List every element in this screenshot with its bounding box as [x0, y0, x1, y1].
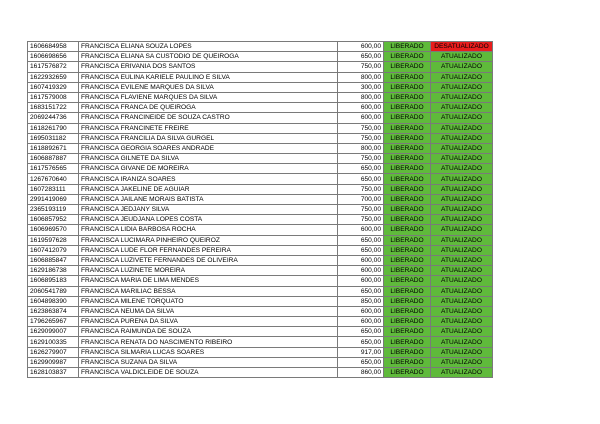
id-cell[interactable]: 2365193119: [28, 205, 79, 215]
id-cell[interactable]: 1796265967: [28, 317, 79, 327]
table-row: [28, 266, 493, 276]
name-cell[interactable]: FRANCISCA MILENE TORQUATO: [79, 296, 338, 306]
status-cell[interactable]: LIBERADO: [384, 92, 431, 102]
update-cell[interactable]: ATUALIZADO: [431, 194, 493, 204]
id-cell[interactable]: 1606698656: [28, 52, 79, 62]
id-cell[interactable]: 1618892671: [28, 143, 79, 153]
value-cell[interactable]: 750,00: [338, 133, 384, 143]
id-cell[interactable]: 1606885847: [28, 255, 79, 265]
name-cell[interactable]: FRANCISCA JAKELINE DE AGUIAR: [79, 184, 338, 194]
name-cell[interactable]: FRANCISCA SILMARIA LUCAS SOARES: [79, 347, 338, 357]
update-cell[interactable]: DESATUALIZADO: [431, 42, 493, 52]
update-cell[interactable]: ATUALIZADO: [431, 215, 493, 225]
update-cell[interactable]: ATUALIZADO: [431, 154, 493, 164]
name-cell[interactable]: FRANCISCA LUZINETE MOREIRA: [79, 266, 338, 276]
name-cell[interactable]: FRANCISCA FRANCINEIDE DE SOUZA CASTRO: [79, 113, 338, 123]
update-cell[interactable]: ATUALIZADO: [431, 143, 493, 153]
table-row: [28, 92, 493, 102]
table-row: [28, 347, 493, 357]
table-row: [28, 103, 493, 113]
table-row: [28, 276, 493, 286]
id-cell[interactable]: 1607412079: [28, 245, 79, 255]
table-row: [28, 82, 493, 92]
value-cell[interactable]: 600,00: [338, 103, 384, 113]
update-cell[interactable]: ATUALIZADO: [431, 276, 493, 286]
id-cell[interactable]: 1622932659: [28, 72, 79, 82]
value-cell[interactable]: 600,00: [338, 42, 384, 52]
name-cell[interactable]: FRANCISCA EVILENE MARQUES DA SILVA: [79, 82, 338, 92]
update-cell[interactable]: ATUALIZADO: [431, 82, 493, 92]
name-cell[interactable]: FRANCISCA NEUMA DA SILVA: [79, 306, 338, 316]
table-row: [28, 72, 493, 82]
status-cell[interactable]: LIBERADO: [384, 235, 431, 245]
id-cell[interactable]: 1618261790: [28, 123, 79, 133]
value-cell[interactable]: 600,00: [338, 306, 384, 316]
name-cell[interactable]: FRANCISCA SUZANA DA SILVA: [79, 357, 338, 367]
value-cell[interactable]: 600,00: [338, 317, 384, 327]
table-row: [28, 255, 493, 265]
status-cell[interactable]: LIBERADO: [384, 123, 431, 133]
update-cell[interactable]: ATUALIZADO: [431, 368, 493, 378]
spreadsheet-table: [27, 41, 493, 378]
update-cell[interactable]: ATUALIZADO: [431, 357, 493, 367]
update-cell[interactable]: ATUALIZADO: [431, 92, 493, 102]
update-cell[interactable]: ATUALIZADO: [431, 245, 493, 255]
id-cell[interactable]: 1628103837: [28, 368, 79, 378]
update-cell[interactable]: ATUALIZADO: [431, 255, 493, 265]
status-cell[interactable]: LIBERADO: [384, 347, 431, 357]
id-cell[interactable]: 1606969570: [28, 225, 79, 235]
name-cell[interactable]: FRANCISCA MARIA DE LIMA MENDES: [79, 276, 338, 286]
table-row: [28, 62, 493, 72]
update-cell[interactable]: ATUALIZADO: [431, 133, 493, 143]
value-cell[interactable]: 750,00: [338, 123, 384, 133]
name-cell[interactable]: FRANCISCA EULINA KARIELE PAULINO E SILVA: [79, 72, 338, 82]
status-cell[interactable]: LIBERADO: [384, 368, 431, 378]
update-cell[interactable]: ATUALIZADO: [431, 225, 493, 235]
name-cell[interactable]: FRANCISCA GILNETE DA SILVA: [79, 154, 338, 164]
name-cell[interactable]: FRANCISCA IRANIZA SOARES: [79, 174, 338, 184]
update-cell[interactable]: ATUALIZADO: [431, 327, 493, 337]
status-cell[interactable]: LIBERADO: [384, 245, 431, 255]
id-cell[interactable]: 1607419329: [28, 82, 79, 92]
status-cell[interactable]: LIBERADO: [384, 337, 431, 347]
id-cell[interactable]: 1606684958: [28, 42, 79, 52]
name-cell[interactable]: FRANCISCA ELIANA SA CUSTODIO DE QUEIROGA: [79, 52, 338, 62]
value-cell[interactable]: 650,00: [338, 327, 384, 337]
table-row: [28, 235, 493, 245]
id-cell[interactable]: 1267670640: [28, 174, 79, 184]
status-cell[interactable]: LIBERADO: [384, 133, 431, 143]
value-cell[interactable]: 300,00: [338, 82, 384, 92]
status-cell[interactable]: LIBERADO: [384, 194, 431, 204]
name-cell[interactable]: FRANCISCA FRANCILIA DA SILVA GURGEL: [79, 133, 338, 143]
table-row: [28, 154, 493, 164]
value-cell[interactable]: 600,00: [338, 113, 384, 123]
value-cell[interactable]: 600,00: [338, 266, 384, 276]
name-cell[interactable]: FRANCISCA VALDICLEIDE DE SOUZA: [79, 368, 338, 378]
status-cell[interactable]: LIBERADO: [384, 255, 431, 265]
table-row: [28, 113, 493, 123]
status-cell[interactable]: LIBERADO: [384, 215, 431, 225]
update-cell[interactable]: ATUALIZADO: [431, 62, 493, 72]
name-cell[interactable]: FRANCISCA LUDE FLOR FERNANDES PEREIRA: [79, 245, 338, 255]
table-row: [28, 133, 493, 143]
update-cell[interactable]: ATUALIZADO: [431, 174, 493, 184]
table-row: [28, 286, 493, 296]
name-cell[interactable]: FRANCISCA JEDJANY SILVA: [79, 205, 338, 215]
update-cell[interactable]: ATUALIZADO: [431, 184, 493, 194]
name-cell[interactable]: FRANCISCA ELIANA SOUZA LOPES: [79, 42, 338, 52]
value-cell[interactable]: 800,00: [338, 72, 384, 82]
id-cell[interactable]: 1606887887: [28, 154, 79, 164]
value-cell[interactable]: 650,00: [338, 357, 384, 367]
value-cell[interactable]: 750,00: [338, 62, 384, 72]
table-row: [28, 184, 493, 194]
name-cell[interactable]: FRANCISCA RENATA DO NASCIMENTO RIBEIRO: [79, 337, 338, 347]
value-cell[interactable]: 650,00: [338, 337, 384, 347]
status-cell[interactable]: LIBERADO: [384, 42, 431, 52]
status-cell[interactable]: LIBERADO: [384, 225, 431, 235]
update-cell[interactable]: ATUALIZADO: [431, 123, 493, 133]
name-cell[interactable]: FRANCISCA RAIMUNDA DE SOUZA: [79, 327, 338, 337]
value-cell[interactable]: 750,00: [338, 215, 384, 225]
id-cell[interactable]: 1607283111: [28, 184, 79, 194]
value-cell[interactable]: 750,00: [338, 154, 384, 164]
value-cell[interactable]: 650,00: [338, 174, 384, 184]
id-cell[interactable]: 1604898390: [28, 296, 79, 306]
update-cell[interactable]: ATUALIZADO: [431, 52, 493, 62]
status-cell[interactable]: LIBERADO: [384, 113, 431, 123]
update-cell[interactable]: ATUALIZADO: [431, 306, 493, 316]
name-cell[interactable]: FRANCISCA JEUDJANA LOPES COSTA: [79, 215, 338, 225]
id-cell[interactable]: 1695031182: [28, 133, 79, 143]
id-cell[interactable]: 1617576565: [28, 164, 79, 174]
status-cell[interactable]: LIBERADO: [384, 286, 431, 296]
name-cell[interactable]: FRANCISCA GIVANE DE MOREIRA: [79, 164, 338, 174]
value-cell[interactable]: 700,00: [338, 194, 384, 204]
update-cell[interactable]: ATUALIZADO: [431, 205, 493, 215]
table-row: [28, 337, 493, 347]
value-cell[interactable]: 650,00: [338, 164, 384, 174]
status-cell[interactable]: LIBERADO: [384, 205, 431, 215]
status-cell[interactable]: LIBERADO: [384, 276, 431, 286]
update-cell[interactable]: ATUALIZADO: [431, 235, 493, 245]
status-cell[interactable]: LIBERADO: [384, 72, 431, 82]
name-cell[interactable]: FRANCISCA FRANCINETE FREIRE: [79, 123, 338, 133]
table-row: [28, 296, 493, 306]
table-row: [28, 143, 493, 153]
value-cell[interactable]: 650,00: [338, 235, 384, 245]
table-row: [28, 327, 493, 337]
status-cell[interactable]: LIBERADO: [384, 296, 431, 306]
update-cell[interactable]: ATUALIZADO: [431, 347, 493, 357]
value-cell[interactable]: 750,00: [338, 205, 384, 215]
status-cell[interactable]: LIBERADO: [384, 357, 431, 367]
status-cell[interactable]: LIBERADO: [384, 82, 431, 92]
value-cell[interactable]: 917,00: [338, 347, 384, 357]
update-cell[interactable]: ATUALIZADO: [431, 113, 493, 123]
status-cell[interactable]: LIBERADO: [384, 164, 431, 174]
value-cell[interactable]: 650,00: [338, 52, 384, 62]
update-cell[interactable]: ATUALIZADO: [431, 286, 493, 296]
status-cell[interactable]: LIBERADO: [384, 103, 431, 113]
name-cell[interactable]: FRANCISCA LUCIMARA PINHEIRO QUEIROZ: [79, 235, 338, 245]
value-cell[interactable]: 600,00: [338, 276, 384, 286]
id-cell[interactable]: 1629100335: [28, 337, 79, 347]
update-cell[interactable]: ATUALIZADO: [431, 266, 493, 276]
table-row: [28, 306, 493, 316]
table-row: [28, 357, 493, 367]
id-cell[interactable]: 2060541789: [28, 286, 79, 296]
update-cell[interactable]: ATUALIZADO: [431, 72, 493, 82]
status-cell[interactable]: LIBERADO: [384, 52, 431, 62]
id-cell[interactable]: 1606857952: [28, 215, 79, 225]
status-cell[interactable]: LIBERADO: [384, 317, 431, 327]
update-cell[interactable]: ATUALIZADO: [431, 103, 493, 113]
table-row: [28, 52, 493, 62]
status-cell[interactable]: LIBERADO: [384, 143, 431, 153]
name-cell[interactable]: FRANCISCA LIDIA BARBOSA ROCHA: [79, 225, 338, 235]
name-cell[interactable]: FRANCISCA GEORGIA SOARES ANDRADE: [79, 143, 338, 153]
table-row: [28, 245, 493, 255]
name-cell[interactable]: FRANCISCA LUZIVETE FERNANDES DE OLIVEIRA: [79, 255, 338, 265]
name-cell[interactable]: FRANCISCA JAILANE MORAIS BATISTA: [79, 194, 338, 204]
name-cell[interactable]: FRANCISCA PURENA DA SILVA: [79, 317, 338, 327]
value-cell[interactable]: 650,00: [338, 286, 384, 296]
update-cell[interactable]: ATUALIZADO: [431, 296, 493, 306]
table-row: [28, 194, 493, 204]
update-cell[interactable]: ATUALIZADO: [431, 317, 493, 327]
table-row: [28, 317, 493, 327]
status-cell[interactable]: LIBERADO: [384, 62, 431, 72]
value-cell[interactable]: 800,00: [338, 143, 384, 153]
value-cell[interactable]: 800,00: [338, 92, 384, 102]
id-cell[interactable]: 2991419069: [28, 194, 79, 204]
id-cell[interactable]: 1683151722: [28, 103, 79, 113]
update-cell[interactable]: ATUALIZADO: [431, 337, 493, 347]
table-row: [28, 215, 493, 225]
name-cell[interactable]: FRANCISCA ERIVANIA DOS SANTOS: [79, 62, 338, 72]
table-row: [28, 368, 493, 378]
id-cell[interactable]: 1626279907: [28, 347, 79, 357]
name-cell[interactable]: FRANCISCA FLAVIENE MARQUES DA SILVA: [79, 92, 338, 102]
status-cell[interactable]: LIBERADO: [384, 306, 431, 316]
status-cell[interactable]: LIBERADO: [384, 174, 431, 184]
id-cell[interactable]: 1617579008: [28, 92, 79, 102]
name-cell[interactable]: FRANCISCA MARILIAC BESSA: [79, 286, 338, 296]
id-cell[interactable]: 1606895183: [28, 276, 79, 286]
name-cell[interactable]: FRANCISCA FRANCA DE QUEIROGA: [79, 103, 338, 113]
table-row: [28, 42, 493, 52]
update-cell[interactable]: ATUALIZADO: [431, 164, 493, 174]
id-cell[interactable]: 1629186738: [28, 266, 79, 276]
status-cell[interactable]: LIBERADO: [384, 154, 431, 164]
value-cell[interactable]: 860,00: [338, 368, 384, 378]
value-cell[interactable]: 600,00: [338, 255, 384, 265]
status-cell[interactable]: LIBERADO: [384, 266, 431, 276]
table-row: [28, 123, 493, 133]
table-row: [28, 205, 493, 215]
id-cell[interactable]: 1617576872: [28, 62, 79, 72]
value-cell[interactable]: 750,00: [338, 184, 384, 194]
id-cell[interactable]: 1623863874: [28, 306, 79, 316]
value-cell[interactable]: 850,00: [338, 296, 384, 306]
id-cell[interactable]: 1629909987: [28, 357, 79, 367]
table-body: [28, 42, 493, 378]
table-row: [28, 225, 493, 235]
status-cell[interactable]: LIBERADO: [384, 327, 431, 337]
table-row: [28, 164, 493, 174]
status-cell[interactable]: LIBERADO: [384, 184, 431, 194]
value-cell[interactable]: 650,00: [338, 245, 384, 255]
value-cell[interactable]: 600,00: [338, 225, 384, 235]
id-cell[interactable]: 1619597628: [28, 235, 79, 245]
id-cell[interactable]: 2069244736: [28, 113, 79, 123]
table-row: [28, 174, 493, 184]
id-cell[interactable]: 1629099007: [28, 327, 79, 337]
